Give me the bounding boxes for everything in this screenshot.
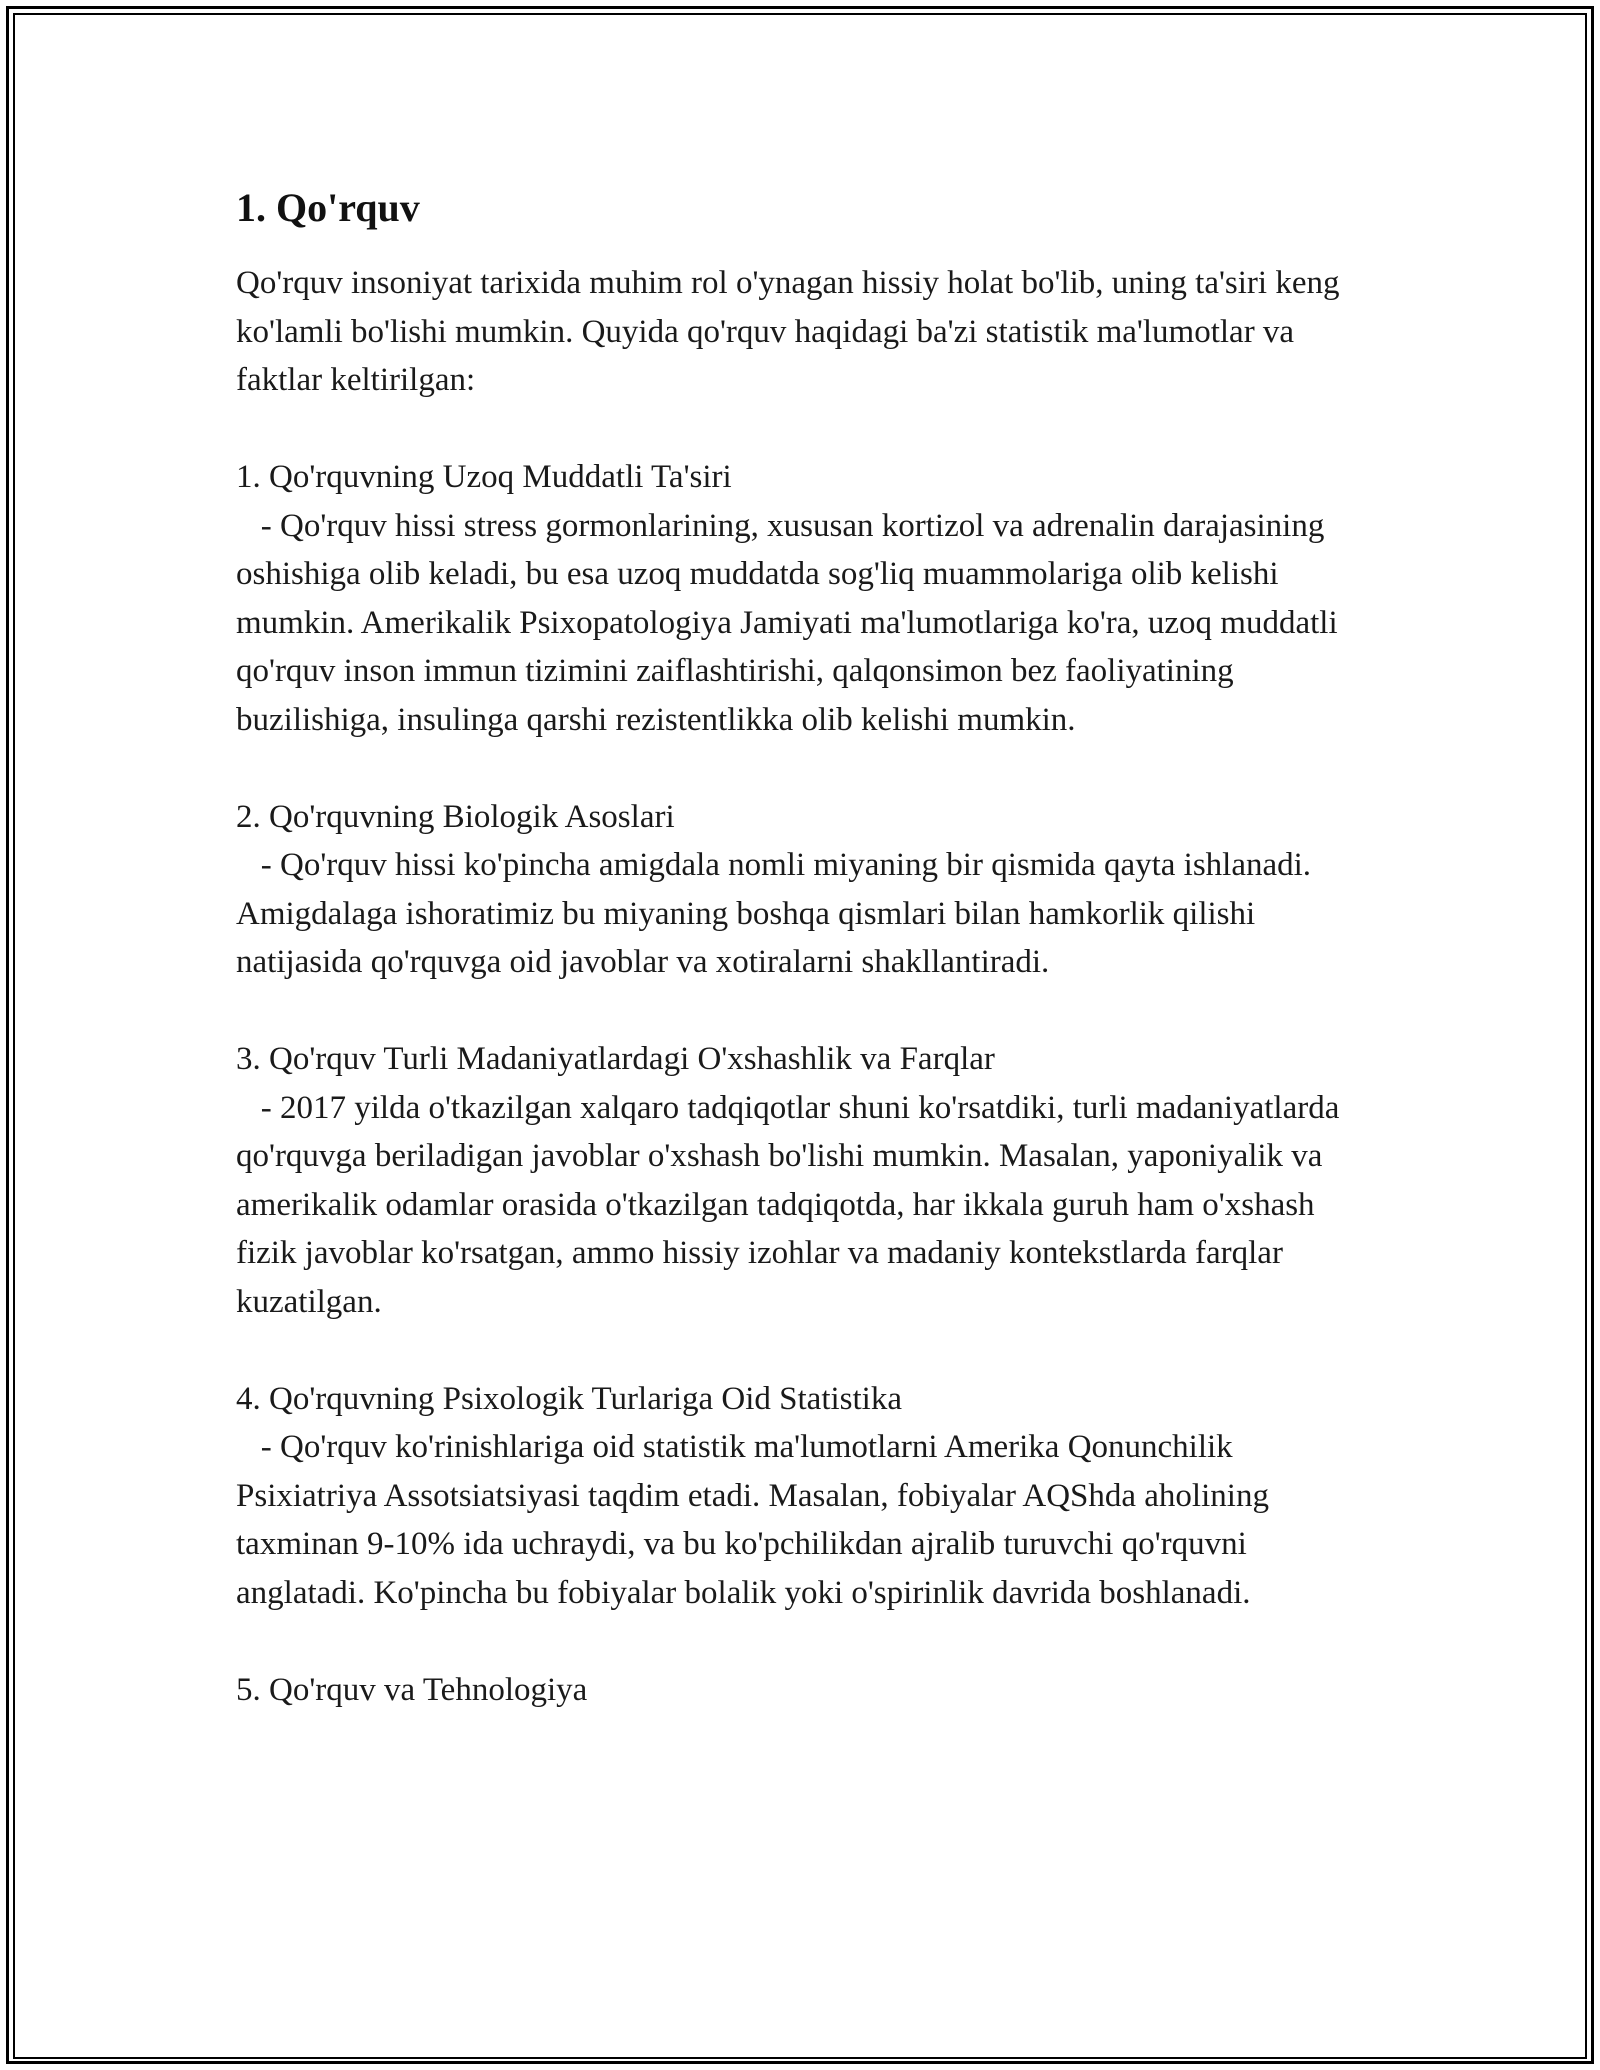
section-body: - Qo'rquv hissi stress gormonlarining, xususan kortizol va adrenalin darajasining oshishiga olib keladi, bu esa uzoq muddatda sog'liq muammolariga olib kelishi mumkin. Amerikalik Psixopatologiya Jamiyati ma'lumotlariga ko'ra, uzoq muddatli qo'rquv inson immun tizimini zaiflashtirishi, qalqonsimon bez faoliyatining buzilishiga, insulinga qarshi rezistentlikka olib kelishi mumkin.	[236, 507, 1346, 738]
section-2	[236, 793, 1376, 987]
section-title: 2. Qo'rquvning Biologik Asoslari	[236, 798, 675, 835]
section-4	[236, 1375, 1376, 1618]
document-heading: 1. Qo'rquv	[236, 185, 420, 230]
section-title: 1. Qo'rquvning Uzoq Muddatli Ta'siri	[236, 459, 732, 495]
section-title: 4. Qo'rquvning Psixologik Turlariga Oid Statistika	[236, 1380, 902, 1417]
section-body: - 2017 yilda o'tkazilgan xalqaro tadqiqotlar shuni ko'rsatdiki, turli madaniyatlarda qo'rquvga beriladigan javoblar o'xshash bo'lishi mumkin. Masalan, yaponiyalik va amerikalik odamlar orasida o'tkazilgan tadqiqotda, har ikkala guruh ham o'xshash fizik javoblar ko'rsatgan, ammo hissiy izohlar va madaniy kontekstlarda farqlar kuzatilgan.	[236, 1089, 1348, 1320]
section-body: - Qo'rquv hissi ko'pincha amigdala nomli miyaning bir qismida qayta ishlanadi. Amigdalaga ishoratimiz bu miyaning boshqa qismlari bilan hamkorlik qilishi natijasida qo'rquvga oid javoblar va xotiralarni shakllantiradi.	[236, 847, 1318, 980]
section-1	[236, 453, 1376, 744]
section-3	[236, 1035, 1376, 1326]
section-body: - Qo'rquv ko'rinishlariga oid statistik ma'lumotlarni Amerika Qonunchilik Psixiatriya Assotsiatsiyasi taqdim etadi. Masalan, fobiyalar AQShda aholining taxminan 9-10% ida uchraydi, va bu ko'pchilikdan ajralib turuvchi qo'rquvni anglatadi. Ko'pincha bu fobiyalar bolalik yoki o'spirinlik davrida boshlanadi.	[236, 1429, 1278, 1611]
document-body	[236, 184, 1376, 1763]
section-title: 5. Qo'rquv va Tehnologiya	[236, 1671, 588, 1708]
section-title: 3. Qo'rquv Turli Madaniyatlardagi O'xshashlik va Farqlar	[236, 1041, 995, 1077]
section-5	[236, 1666, 1376, 1715]
intro-paragraph: Qo'rquv insoniyat tarixida muhim rol o'ynagan hissiy holat bo'lib, uning ta'siri keng ko'lamli bo'lishi mumkin. Quyida qo'rquv haqidagi ba'zi statistik ma'lumotlar va faktlar keltirilgan:	[236, 265, 1348, 398]
